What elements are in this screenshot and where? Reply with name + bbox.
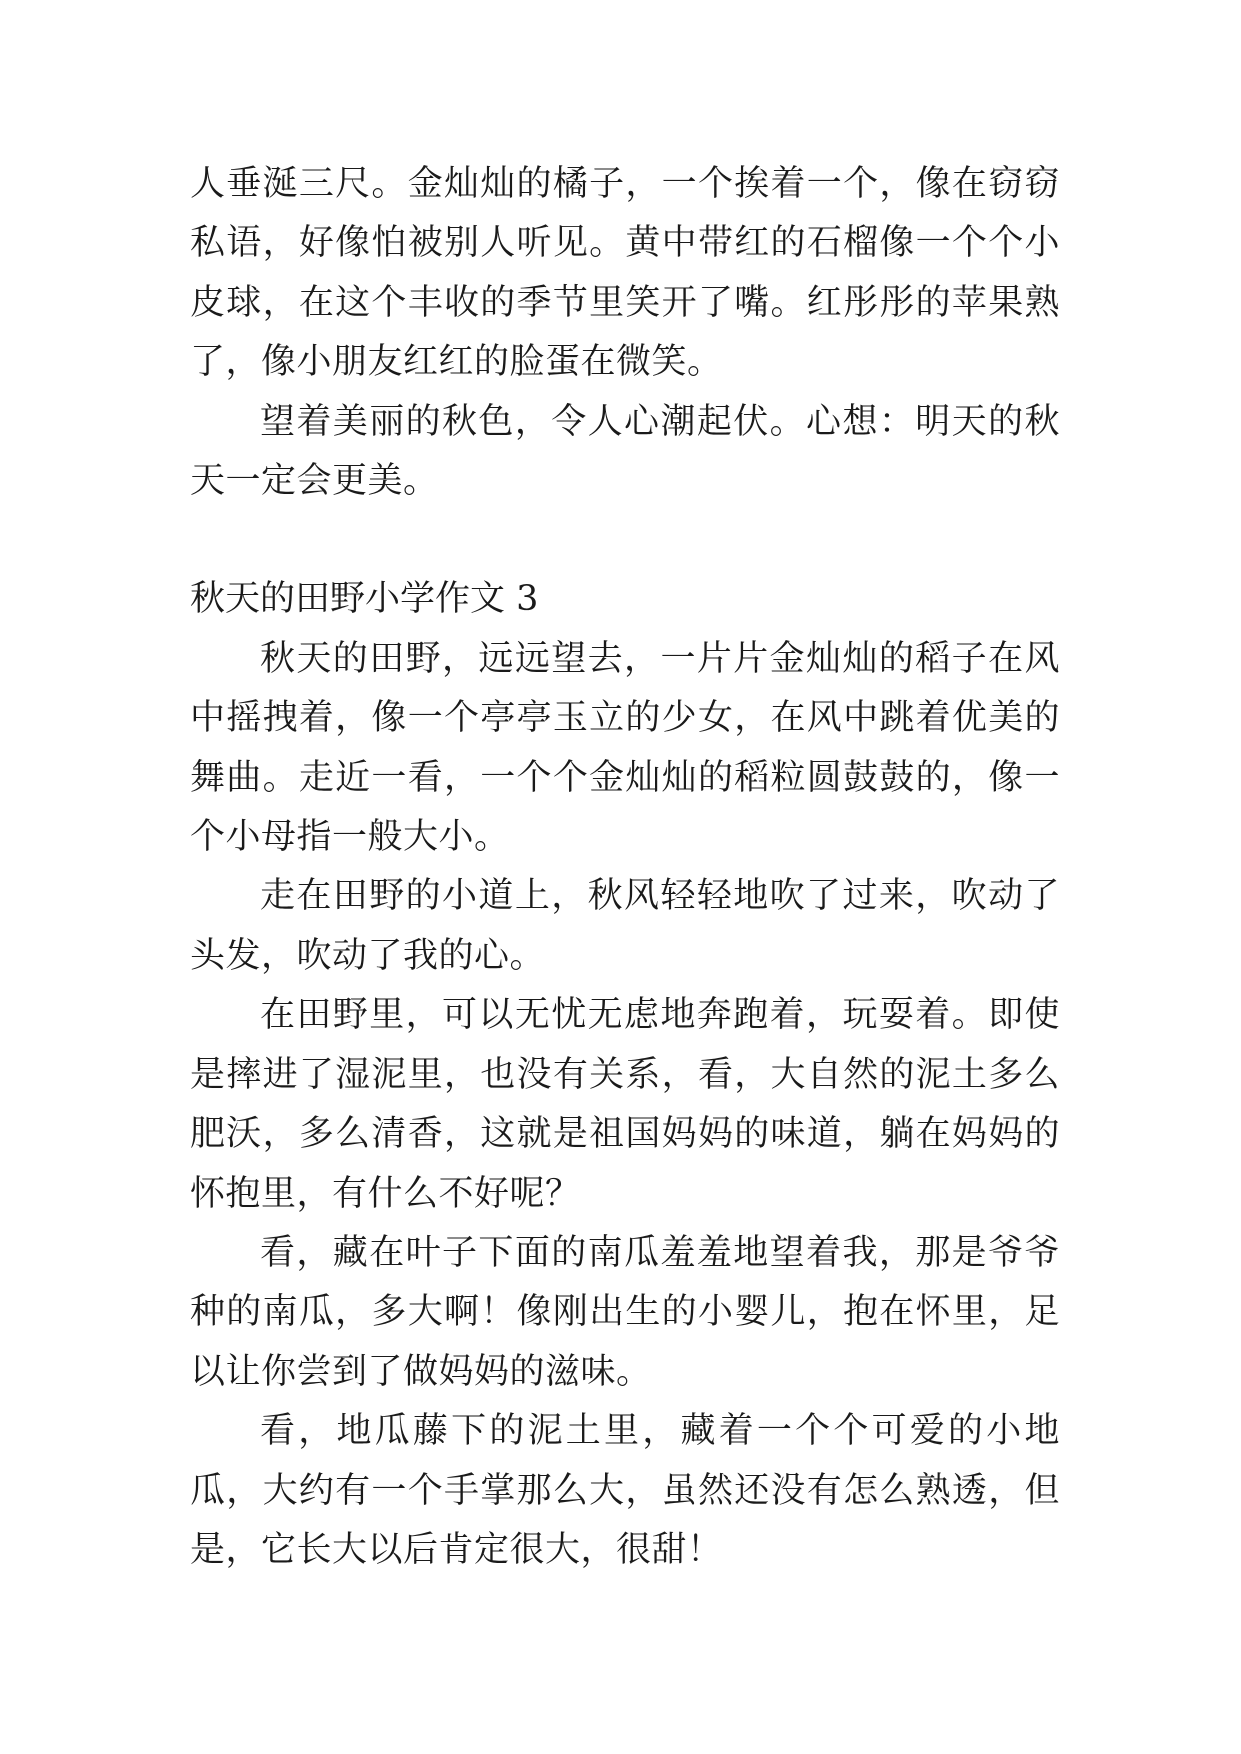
paragraph: 在田野里，可以无忧无虑地奔跑着，玩耍着。即使是摔进了湿泥里，也没有关系，看，大自然的泥土多么肥沃，多么清香，这就是祖国妈妈的味道，躺在妈妈的怀抱里，有什么不好呢？ xyxy=(190,995,1060,1214)
paragraph: 走在田野的小道上，秋风轻轻地吹了过来，吹动了头发，吹动了我的心。 xyxy=(190,876,1060,976)
section-title: 秋天的田野小学作文 3 xyxy=(190,579,539,620)
paragraph: 看，地瓜藤下的泥土里，藏着一个个可爱的小地瓜，大约有一个手掌那么大，虽然还没有怎么熟透，但是，它长大以后肯定很大，很甜！ xyxy=(190,1411,1060,1570)
paragraph: 望着美丽的秋色，令人心潮起伏。心想：明天的秋天一定会更美。 xyxy=(190,401,1060,502)
paragraph: 秋天的田野，远远望去，一片片金灿灿的稻子在风中摇拽着，像一个亭亭玉立的少女，在风中跳着优美的舞曲。走近一看，一个个金灿灿的稻粒圆鼓鼓的，像一个小母指一般大小。 xyxy=(190,638,1060,858)
section-gap xyxy=(190,511,1060,570)
paragraph-continued: 人垂涎三尺。金灿灿的橘子，一个挨着一个，像在窃窃私语，好像怕被别人听见。黄中带红的石榴像一个个小皮球，在这个丰收的季节里笑开了嘴。红彤彤的苹果熟了，像小朋友红红的脸蛋在微笑。 xyxy=(190,164,1060,383)
document-page xyxy=(190,155,1060,1580)
paragraph: 看，藏在叶子下面的南瓜羞羞地望着我，那是爷爷种的南瓜，多大啊！像刚出生的小婴儿，抱在怀里，足以让你尝到了做妈妈的滋味。 xyxy=(190,1232,1060,1392)
